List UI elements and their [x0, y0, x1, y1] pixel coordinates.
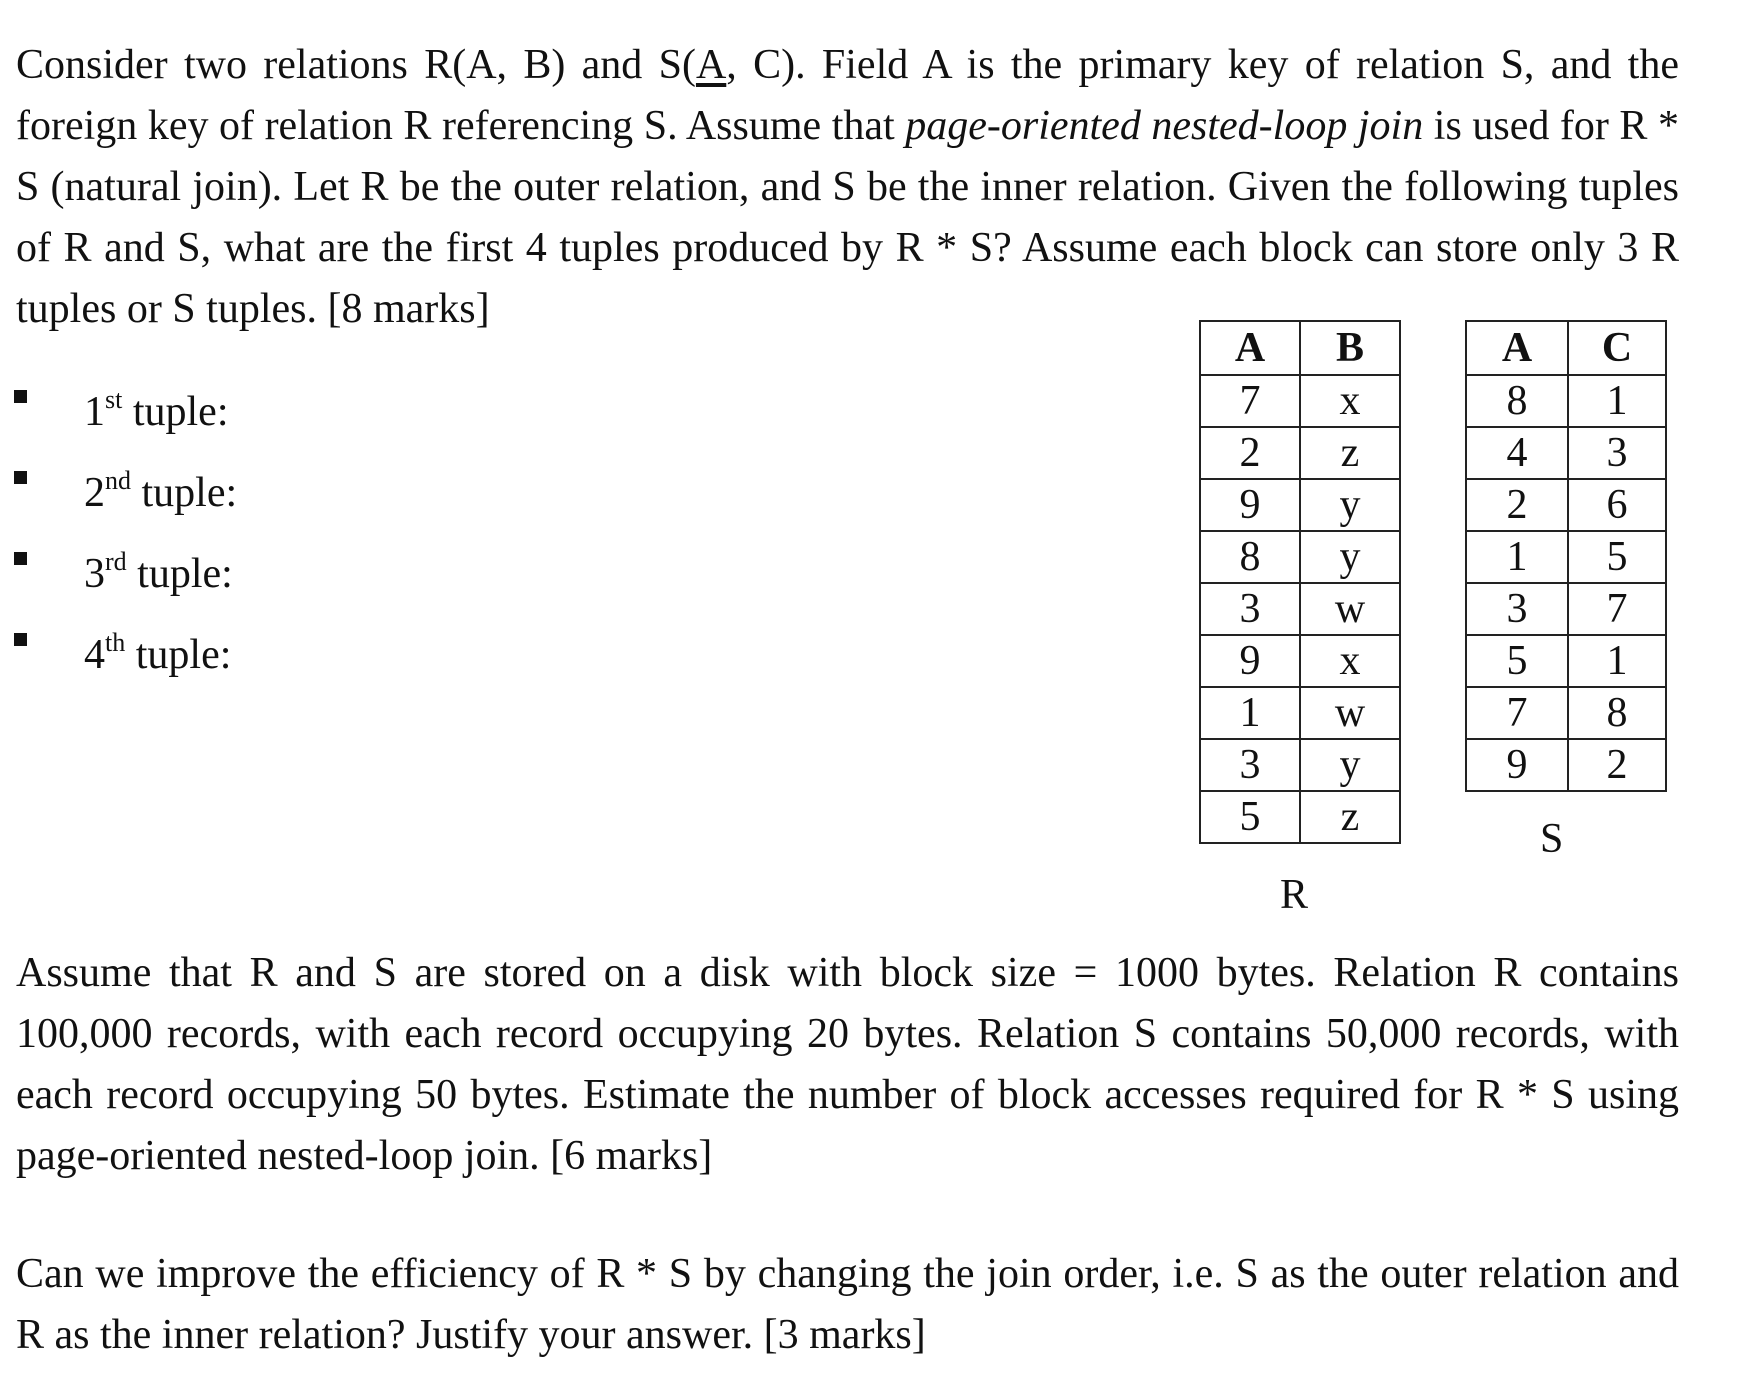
- answer-label: tuple:: [125, 632, 232, 678]
- cell-a: 5: [1466, 635, 1568, 687]
- table-row: [1200, 791, 1400, 843]
- cell-c: 6: [1568, 479, 1666, 531]
- cell-c: 2: [1568, 739, 1666, 791]
- cell-c: 5: [1568, 531, 1666, 583]
- cell-a: 9: [1466, 739, 1568, 791]
- cell-a: 8: [1466, 375, 1568, 427]
- column-header-b: B: [1300, 321, 1400, 375]
- table-row: [1466, 375, 1666, 427]
- table-row: [1466, 687, 1666, 739]
- cell-b: w: [1300, 687, 1400, 739]
- answer-ordinal: 3: [84, 551, 105, 597]
- table-header-row: [1200, 321, 1400, 375]
- bullet-square-icon: [14, 633, 27, 646]
- cell-a: 7: [1200, 375, 1300, 427]
- answer-suffix: rd: [105, 547, 127, 576]
- table-row: [1200, 375, 1400, 427]
- answer-ordinal: 1: [84, 389, 105, 435]
- column-header-a: A: [1200, 321, 1300, 375]
- relation-s-table: [1465, 320, 1667, 792]
- cell-a: 1: [1200, 687, 1300, 739]
- table-row: [1200, 479, 1400, 531]
- answer-suffix: th: [105, 628, 126, 657]
- cell-a: 9: [1200, 479, 1300, 531]
- relation-r-table: [1199, 320, 1401, 844]
- relation-s-caption: S: [1540, 816, 1564, 862]
- cell-b: y: [1300, 531, 1400, 583]
- join-method-italic: page-oriented nested-loop join: [905, 103, 1424, 149]
- cell-a: 2: [1466, 479, 1568, 531]
- question-1-part-2: , C). Field A is the primary key of relation S, and the foreign key of relation R referencing S. Assume that: [16, 42, 1679, 149]
- question-3-text: Can we improve the efficiency of R * S by changing the join order, i.e. S as the outer relation and R as the inner relation? Justify your answer. [3 marks]: [16, 1251, 1679, 1358]
- cell-b: x: [1300, 375, 1400, 427]
- question-1-text: [16, 35, 1679, 340]
- answer-ordinal: 4: [84, 632, 105, 678]
- cell-b: y: [1300, 739, 1400, 791]
- table-row: [1466, 531, 1666, 583]
- bullet-square-icon: [14, 552, 27, 565]
- table-row: [1200, 427, 1400, 479]
- table-row: [1466, 479, 1666, 531]
- cell-a: 2: [1200, 427, 1300, 479]
- cell-b: y: [1300, 479, 1400, 531]
- answer-label: tuple:: [126, 551, 233, 597]
- question-2-text: Assume that R and S are stored on a disk with block size = 1000 bytes. Relation R contains 100,000 records, with each record occupying 20 bytes. Relation S contains 50,000 records, with each record occupying 50 bytes. Estimate the number of block accesses required for R * S using page-oriented nested-loop join. [6 marks]: [16, 950, 1679, 1179]
- answer-ordinal: 2: [84, 470, 105, 516]
- cell-c: 7: [1568, 583, 1666, 635]
- answer-suffix: st: [105, 385, 123, 414]
- cell-b: x: [1300, 635, 1400, 687]
- question-1-part-1: Consider two relations R(A, B) and S(: [16, 42, 696, 88]
- cell-c: 1: [1568, 635, 1666, 687]
- cell-b: w: [1300, 583, 1400, 635]
- table-row: [1466, 635, 1666, 687]
- cell-a: 3: [1466, 583, 1568, 635]
- cell-a: 9: [1200, 635, 1300, 687]
- cell-c: 1: [1568, 375, 1666, 427]
- bullet-square-icon: [14, 390, 27, 403]
- answer-label: tuple:: [131, 470, 238, 516]
- table-row: [1466, 739, 1666, 791]
- primary-key-underlined: A: [695, 42, 727, 88]
- cell-a: 3: [1200, 739, 1300, 791]
- table-row: [1200, 687, 1400, 739]
- cell-a: 1: [1466, 531, 1568, 583]
- cell-c: 8: [1568, 687, 1666, 739]
- cell-a: 8: [1200, 531, 1300, 583]
- cell-a: 7: [1466, 687, 1568, 739]
- cell-c: 3: [1568, 427, 1666, 479]
- cell-a: 4: [1466, 427, 1568, 479]
- cell-b: z: [1300, 427, 1400, 479]
- table-row: [1200, 635, 1400, 687]
- answer-suffix: nd: [105, 466, 131, 495]
- bullet-square-icon: [14, 471, 27, 484]
- cell-a: 3: [1200, 583, 1300, 635]
- column-header-c: C: [1568, 321, 1666, 375]
- table-row: [1466, 427, 1666, 479]
- cell-a: 5: [1200, 791, 1300, 843]
- table-row: [1466, 583, 1666, 635]
- column-header-a: A: [1466, 321, 1568, 375]
- table-header-row: [1466, 321, 1666, 375]
- answer-label: tuple:: [122, 389, 229, 435]
- cell-b: z: [1300, 791, 1400, 843]
- relation-r-caption: R: [1280, 872, 1309, 918]
- question-1-part-3: is used for R * S (natural join). Let R be the outer relation, and S be the inner relation. Given the following tuples of R and S, what are the first 4 tuples produced by R * S? Assume each block can store only 3 R tuples or S tuples. [8 marks]: [16, 103, 1679, 332]
- table-row: [1200, 583, 1400, 635]
- table-row: [1200, 739, 1400, 791]
- table-row: [1200, 531, 1400, 583]
